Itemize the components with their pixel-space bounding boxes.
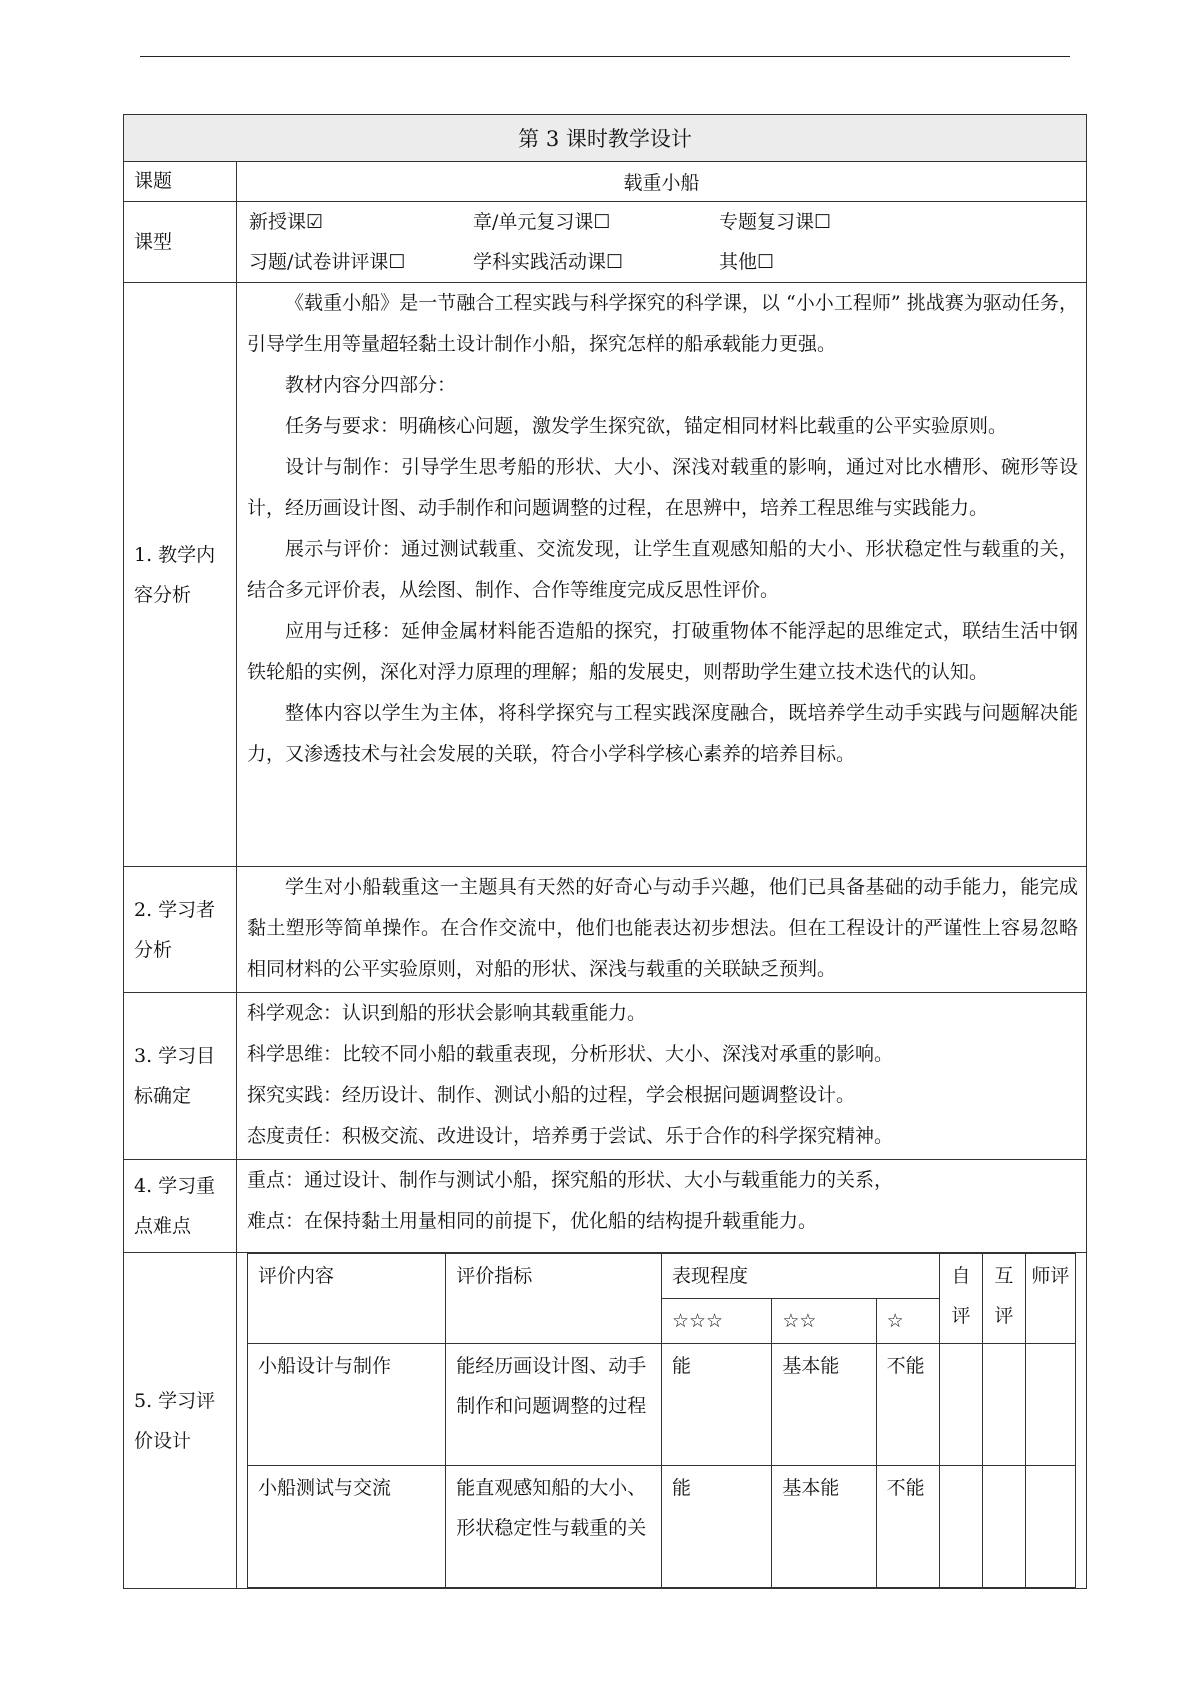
eval-row-content: 小船设计与制作: [248, 1344, 446, 1466]
lesson-type-option: 专题复习课☐: [719, 211, 832, 233]
paragraph: 任务与要求：明确核心问题，激发学生探究欲，锚定相同材料比载重的公平实验原则。: [285, 415, 1008, 437]
section-body-evaluation: [237, 1253, 1087, 1589]
paragraph: 《载重小船》是一节融合工程实践与科学探究的科学课，以 “小小工程师” 挑战赛为驱动任务，引导学生用等量超轻黏土设计制作小船，探究怎样的船承载能力更强。: [247, 292, 1078, 355]
section-body-learner-analysis: [237, 867, 1087, 993]
topic-label: 课题: [124, 162, 237, 202]
eval-row-indicator: 能经历画设计图、动手制作和问题调整的过程: [446, 1344, 662, 1466]
eval-row-peer: [982, 1466, 1025, 1588]
eval-row-level-1: 不能: [876, 1466, 939, 1588]
lesson-type-option: 新授课☑: [249, 211, 324, 233]
eval-header-peer: 互评: [982, 1254, 1025, 1344]
section-body-learning-goals: [237, 993, 1087, 1160]
eval-header-level: 表现程度: [661, 1254, 939, 1299]
section-body-content-analysis: [237, 283, 1087, 867]
lesson-type-options: [237, 202, 1086, 282]
eval-row: [248, 1344, 1076, 1466]
lesson-type-option: 其他☐: [719, 251, 775, 273]
paragraph: 学生对小船载重这一主题具有天然的好奇心与动手兴趣，他们已具备基础的动手能力，能完成黏土塑形等简单操作。在合作交流中，他们也能表达初步想法。但在工程设计的严谨性上容易忽略相同材料的公平实验原则，对船的形状、深浅与载重的关联缺乏预判。: [247, 876, 1078, 980]
lesson-type-label: 课型: [124, 202, 237, 283]
evaluation-table: [247, 1253, 1076, 1588]
paragraph: 展示与评价：通过测试载重、交流发现，让学生直观感知船的大小、形状稳定性与载重的关，结合多元评价表，从绘图、制作、合作等维度完成反思性评价。: [247, 538, 1078, 601]
eval-row-content: 小船测试与交流: [248, 1466, 446, 1588]
eval-row-self: [940, 1466, 983, 1588]
paragraph: 应用与迁移：延伸金属材料能否造船的探究，打破重物体不能浮起的思维定式，联结生活中钢铁轮船的实例，深化对浮力原理的理解；船的发展史，则帮助学生建立技术迭代的认知。: [247, 620, 1078, 683]
goal-line: 探究实践：经历设计、制作、测试小船的过程，学会根据问题调整设计。: [247, 1084, 856, 1106]
section-label-key-points: 4. 学习重点难点: [124, 1160, 237, 1253]
eval-row-level-3: 能: [661, 1344, 771, 1466]
eval-row-level-2: 基本能: [772, 1466, 876, 1588]
paragraph: 设计与制作：引导学生思考船的形状、大小、深浅对载重的影响，通过对比水槽形、碗形等设计，经历画设计图、动手制作和问题调整的过程，在思辨中，培养工程思维与实践能力。: [247, 456, 1078, 519]
section-label-evaluation: 5. 学习评价设计: [124, 1253, 237, 1589]
eval-row-teacher: [1025, 1466, 1075, 1588]
eval-header-one-star: ☆: [876, 1299, 939, 1344]
eval-header-three-stars: ☆☆☆: [661, 1299, 771, 1344]
key-point-line: 重点：通过设计、制作与测试小船，探究船的形状、大小与载重能力的关系，: [247, 1169, 894, 1191]
eval-row-teacher: [1025, 1344, 1075, 1466]
eval-header-self: 自评: [940, 1254, 983, 1344]
eval-row-level-2: 基本能: [772, 1344, 876, 1466]
table-title: 第 3 课时教学设计: [124, 115, 1087, 162]
topic-value: 载重小船: [237, 162, 1087, 202]
goal-line: 科学观念：认识到船的形状会影响其载重能力。: [247, 1002, 647, 1024]
eval-row-peer: [982, 1344, 1025, 1466]
goal-line: 科学思维：比较不同小船的载重表现，分析形状、大小、深浅对承重的影响。: [247, 1043, 894, 1065]
eval-row-indicator: 能直观感知船的大小、形状稳定性与载重的关: [446, 1466, 662, 1588]
goal-line: 态度责任：积极交流、改进设计，培养勇于尝试、乐于合作的科学探究精神。: [247, 1125, 894, 1147]
paragraph: 整体内容以学生为主体，将科学探究与工程实践深度融合，既培养学生动手实践与问题解决能力，又渗透技术与社会发展的关联，符合小学科学核心素养的培养目标。: [247, 702, 1078, 765]
paragraph: 教材内容分四部分：: [285, 374, 457, 396]
section-label-learner-analysis: 2. 学习者分析: [124, 867, 237, 993]
eval-header-teacher: 师评: [1025, 1254, 1075, 1344]
lesson-design-table: [123, 114, 1087, 1589]
lesson-type-option: 学科实践活动课☐: [473, 251, 624, 273]
header-rule: [140, 56, 1070, 57]
eval-header-two-stars: ☆☆: [772, 1299, 876, 1344]
section-label-content-analysis: 1. 教学内容分析: [124, 283, 237, 867]
eval-row: [248, 1466, 1076, 1588]
eval-header-indicator: 评价指标: [446, 1254, 662, 1344]
section-label-learning-goals: 3. 学习目标确定: [124, 993, 237, 1160]
eval-row-self: [940, 1344, 983, 1466]
lesson-type-option: 习题/试卷讲评课☐: [249, 251, 406, 273]
lesson-type-option: 章/单元复习课☐: [473, 211, 611, 233]
eval-row-level-3: 能: [661, 1466, 771, 1588]
eval-row-level-1: 不能: [876, 1344, 939, 1466]
key-point-line: 难点：在保持黏土用量相同的前提下，优化船的结构提升载重能力。: [247, 1210, 818, 1232]
eval-header-content: 评价内容: [248, 1254, 446, 1344]
section-body-key-points: [237, 1160, 1087, 1253]
